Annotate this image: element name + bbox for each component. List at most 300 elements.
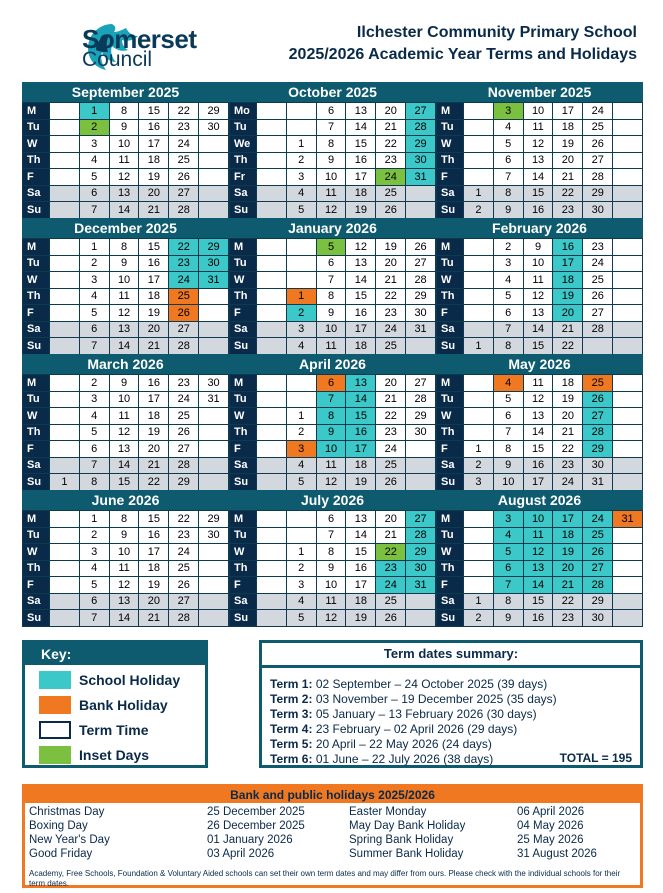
day-cell: 14: [346, 272, 376, 289]
day-cell: 10: [523, 511, 553, 528]
day-cell: 30: [583, 610, 613, 627]
day-cell: [257, 577, 287, 594]
day-cell: 16: [523, 202, 553, 219]
day-cell: 16: [523, 610, 553, 627]
day-cell: 17: [346, 169, 376, 186]
day-cell: 22: [169, 103, 199, 120]
day-cell: 31: [406, 321, 436, 338]
day-cell: [464, 152, 494, 169]
bank-holiday-date: 26 December 2025: [207, 820, 305, 832]
bank-holidays-title: Bank and public holidays 2025/2026: [25, 787, 640, 803]
weekday-row: [230, 185, 436, 202]
day-cell: 28: [169, 202, 199, 219]
day-cell: 30: [199, 375, 229, 392]
day-cell: [464, 408, 494, 425]
day-cell: 15: [523, 441, 553, 458]
bank-holiday-date: 01 January 2026: [207, 834, 293, 846]
weekday-row: [230, 288, 436, 305]
day-cell: 2: [464, 202, 494, 219]
weekday-label: Fr: [230, 169, 257, 186]
day-cell: 16: [139, 119, 169, 136]
weekday-row: [437, 321, 643, 338]
day-cell: 18: [346, 457, 376, 474]
day-cell: 2: [79, 375, 109, 392]
day-cell: 22: [553, 441, 583, 458]
weekday-label: Su: [23, 610, 50, 627]
day-cell: 1: [286, 544, 316, 561]
day-cell: [406, 441, 436, 458]
day-cell: [613, 474, 643, 491]
day-cell: [286, 239, 316, 256]
weekday-row: [437, 152, 643, 169]
day-cell: 6: [493, 408, 523, 425]
day-cell: 12: [346, 239, 376, 256]
day-cell: 25: [169, 560, 199, 577]
day-cell: [613, 136, 643, 153]
day-cell: 31: [199, 391, 229, 408]
day-cell: [464, 119, 494, 136]
day-cell: [257, 408, 287, 425]
day-cell: 26: [583, 544, 613, 561]
weekday-label: Tu: [437, 527, 464, 544]
day-cell: 4: [79, 152, 109, 169]
weekday-label: F: [437, 577, 464, 594]
day-cell: 8: [316, 408, 346, 425]
weekday-row: [437, 527, 643, 544]
weekday-label: Su: [23, 338, 50, 355]
day-cell: 13: [346, 103, 376, 120]
day-cell: 25: [583, 272, 613, 289]
key-label: School Holiday: [79, 672, 181, 688]
weekday-row: [437, 272, 643, 289]
day-cell: 30: [199, 527, 229, 544]
weekday-row: [23, 288, 229, 305]
day-cell: 27: [406, 255, 436, 272]
day-cell: 30: [406, 305, 436, 322]
day-cell: [613, 338, 643, 355]
day-cell: 22: [169, 239, 199, 256]
day-cell: 5: [79, 577, 109, 594]
weekday-label: Th: [230, 288, 257, 305]
month-title: June 2026: [22, 490, 229, 510]
weekday-label: F: [23, 441, 50, 458]
day-cell: [257, 610, 287, 627]
day-cell: 28: [583, 424, 613, 441]
day-cell: [257, 103, 287, 120]
day-cell: 25: [169, 408, 199, 425]
day-cell: 25: [376, 185, 406, 202]
day-cell: [50, 338, 80, 355]
day-cell: [406, 185, 436, 202]
day-cell: [199, 305, 229, 322]
day-cell: 6: [316, 375, 346, 392]
weekday-label: Tu: [230, 391, 257, 408]
term-time-swatch: [39, 721, 71, 739]
weekday-row: [23, 527, 229, 544]
day-cell: 15: [346, 408, 376, 425]
day-cell: [257, 511, 287, 528]
bank-holiday-date: 31 August 2026: [517, 848, 597, 860]
terms-title: Term dates summary:: [262, 643, 640, 668]
day-cell: 31: [583, 474, 613, 491]
day-cell: 10: [109, 544, 139, 561]
day-cell: 14: [523, 169, 553, 186]
day-cell: 27: [406, 375, 436, 392]
day-cell: 23: [553, 457, 583, 474]
key-label: Term Time: [79, 722, 149, 738]
day-cell: 6: [79, 441, 109, 458]
day-cell: 1: [464, 185, 494, 202]
day-cell: [464, 288, 494, 305]
weekday-label: Tu: [437, 255, 464, 272]
month-days-table: [229, 374, 436, 491]
weekday-row: [23, 441, 229, 458]
weekday-row: [230, 610, 436, 627]
weekday-row: [437, 103, 643, 120]
day-cell: 18: [553, 272, 583, 289]
weekday-row: [230, 593, 436, 610]
day-cell: 29: [406, 288, 436, 305]
bank-holiday-date: 03 April 2026: [207, 848, 275, 860]
day-cell: 13: [346, 511, 376, 528]
day-cell: 3: [493, 511, 523, 528]
day-cell: 18: [553, 119, 583, 136]
weekday-row: [437, 424, 643, 441]
day-cell: [613, 457, 643, 474]
day-cell: [199, 408, 229, 425]
day-cell: 7: [316, 119, 346, 136]
day-cell: 9: [109, 119, 139, 136]
day-cell: 12: [316, 474, 346, 491]
day-cell: 6: [493, 305, 523, 322]
bank-holiday-name: May Day Bank Holiday: [349, 820, 466, 832]
day-cell: 19: [139, 305, 169, 322]
month-days-table: [229, 510, 436, 627]
day-cell: 1: [464, 593, 494, 610]
month-title: October 2025: [229, 82, 436, 102]
day-cell: 3: [493, 103, 523, 120]
day-cell: 1: [286, 136, 316, 153]
weekday-row: [230, 152, 436, 169]
month-title: April 2026: [229, 354, 436, 374]
day-cell: [257, 136, 287, 153]
day-cell: [199, 202, 229, 219]
day-cell: 8: [493, 185, 523, 202]
weekday-row: [230, 375, 436, 392]
weekday-row: [437, 375, 643, 392]
day-cell: 7: [316, 391, 346, 408]
day-cell: 19: [553, 544, 583, 561]
day-cell: 23: [376, 424, 406, 441]
day-cell: [464, 424, 494, 441]
day-cell: 17: [139, 136, 169, 153]
day-cell: 15: [139, 511, 169, 528]
month-title: August 2026: [436, 490, 643, 510]
day-cell: 9: [493, 457, 523, 474]
day-cell: 8: [493, 593, 523, 610]
day-cell: 24: [583, 103, 613, 120]
day-cell: 29: [406, 544, 436, 561]
term-line: Term 1: 02 September – 24 October 2025 (39 days): [270, 677, 548, 691]
day-cell: 11: [109, 408, 139, 425]
weekday-label: Th: [23, 560, 50, 577]
day-cell: 17: [553, 255, 583, 272]
day-cell: 9: [493, 202, 523, 219]
day-cell: [50, 255, 80, 272]
day-cell: [613, 202, 643, 219]
day-cell: 10: [316, 169, 346, 186]
day-cell: [50, 103, 80, 120]
day-cell: 10: [523, 103, 553, 120]
weekday-label: Su: [23, 202, 50, 219]
day-cell: 20: [553, 152, 583, 169]
weekday-label: W: [437, 544, 464, 561]
day-cell: [257, 338, 287, 355]
bank-holiday-name: Good Friday: [29, 848, 93, 860]
day-cell: [257, 272, 287, 289]
weekday-label: Th: [437, 424, 464, 441]
weekday-label: W: [23, 272, 50, 289]
day-cell: 20: [139, 185, 169, 202]
day-cell: [50, 610, 80, 627]
day-cell: 8: [79, 474, 109, 491]
page-title: [289, 22, 637, 66]
day-cell: 17: [523, 474, 553, 491]
weekday-label: Sa: [230, 457, 257, 474]
month-title: March 2026: [22, 354, 229, 374]
day-cell: [199, 474, 229, 491]
day-cell: 14: [523, 321, 553, 338]
day-cell: 8: [493, 338, 523, 355]
day-cell: 4: [493, 527, 523, 544]
bank-holiday-name: Easter Monday: [349, 806, 427, 818]
weekday-row: [23, 391, 229, 408]
day-cell: 10: [109, 391, 139, 408]
day-cell: 5: [493, 391, 523, 408]
day-cell: [199, 185, 229, 202]
weekday-row: [437, 119, 643, 136]
day-cell: 17: [346, 441, 376, 458]
day-cell: 5: [286, 474, 316, 491]
day-cell: 18: [139, 152, 169, 169]
day-cell: 5: [493, 136, 523, 153]
day-cell: 4: [79, 560, 109, 577]
day-cell: 17: [139, 272, 169, 289]
weekday-row: [23, 255, 229, 272]
day-cell: 29: [583, 441, 613, 458]
day-cell: [257, 255, 287, 272]
day-cell: 2: [286, 152, 316, 169]
day-cell: 21: [139, 202, 169, 219]
day-cell: 24: [169, 136, 199, 153]
weekday-label: We: [230, 136, 257, 153]
day-cell: 21: [376, 272, 406, 289]
day-cell: [50, 185, 80, 202]
day-cell: 6: [316, 511, 346, 528]
day-cell: 7: [493, 577, 523, 594]
weekday-row: [437, 202, 643, 219]
day-cell: [257, 375, 287, 392]
day-cell: 28: [169, 610, 199, 627]
school-name: Ilchester Community Primary School: [356, 24, 637, 41]
day-cell: [50, 424, 80, 441]
weekday-label: Th: [230, 152, 257, 169]
weekday-label: Th: [230, 424, 257, 441]
day-cell: [464, 255, 494, 272]
day-cell: 11: [316, 185, 346, 202]
day-cell: 15: [523, 338, 553, 355]
day-cell: [464, 544, 494, 561]
weekday-row: [437, 544, 643, 561]
day-cell: 23: [169, 375, 199, 392]
weekday-row: [230, 338, 436, 355]
day-cell: [50, 408, 80, 425]
day-cell: 2: [464, 457, 494, 474]
weekday-label: W: [23, 544, 50, 561]
weekday-row: [230, 474, 436, 491]
day-cell: 12: [109, 169, 139, 186]
day-cell: 22: [376, 544, 406, 561]
day-cell: 28: [406, 272, 436, 289]
day-cell: 2: [286, 560, 316, 577]
day-cell: [464, 272, 494, 289]
weekday-row: [23, 169, 229, 186]
weekday-row: [230, 424, 436, 441]
day-cell: [613, 103, 643, 120]
day-cell: 13: [346, 375, 376, 392]
weekday-row: [230, 255, 436, 272]
day-cell: 18: [553, 527, 583, 544]
day-cell: [613, 610, 643, 627]
day-cell: 17: [346, 577, 376, 594]
day-cell: [257, 185, 287, 202]
weekday-row: [23, 375, 229, 392]
day-cell: 30: [406, 560, 436, 577]
day-cell: [406, 202, 436, 219]
day-cell: 2: [286, 305, 316, 322]
day-cell: 7: [79, 338, 109, 355]
year-subtitle: 2025/2026 Academic Year Terms and Holidays: [288, 46, 637, 63]
day-cell: [199, 593, 229, 610]
weekday-label: W: [437, 408, 464, 425]
weekday-row: [437, 305, 643, 322]
day-cell: 16: [346, 560, 376, 577]
day-cell: 4: [493, 119, 523, 136]
day-cell: [50, 119, 80, 136]
day-cell: 16: [553, 239, 583, 256]
day-cell: 3: [79, 391, 109, 408]
day-cell: 25: [583, 375, 613, 392]
day-cell: 11: [523, 375, 553, 392]
day-cell: [613, 288, 643, 305]
day-cell: [257, 239, 287, 256]
day-cell: [286, 255, 316, 272]
weekday-label: F: [230, 577, 257, 594]
day-cell: 19: [553, 391, 583, 408]
day-cell: 25: [169, 152, 199, 169]
day-cell: 1: [464, 338, 494, 355]
day-cell: 4: [79, 288, 109, 305]
day-cell: 6: [493, 560, 523, 577]
month-days-table: [229, 102, 436, 219]
weekday-row: [230, 169, 436, 186]
day-cell: 2: [464, 610, 494, 627]
day-cell: 12: [316, 610, 346, 627]
day-cell: 19: [376, 239, 406, 256]
day-cell: 20: [376, 255, 406, 272]
day-cell: 27: [406, 511, 436, 528]
day-cell: [50, 239, 80, 256]
day-cell: [613, 593, 643, 610]
day-cell: 12: [523, 391, 553, 408]
day-cell: 4: [286, 457, 316, 474]
weekday-label: Th: [23, 152, 50, 169]
key-title: Key:: [25, 643, 205, 665]
day-cell: 24: [376, 577, 406, 594]
bank-holiday-name: Boxing Day: [29, 820, 88, 832]
day-cell: 5: [316, 239, 346, 256]
day-cell: 28: [169, 457, 199, 474]
weekday-label: Sa: [23, 321, 50, 338]
day-cell: [613, 527, 643, 544]
key-label: Bank Holiday: [79, 697, 168, 713]
day-cell: 30: [406, 152, 436, 169]
day-cell: [257, 424, 287, 441]
day-cell: 20: [139, 593, 169, 610]
day-cell: [613, 152, 643, 169]
day-cell: 12: [316, 202, 346, 219]
day-cell: 23: [376, 560, 406, 577]
weekday-label: F: [437, 305, 464, 322]
day-cell: 29: [169, 474, 199, 491]
day-cell: [50, 305, 80, 322]
term-dates-summary: [259, 640, 643, 768]
weekday-label: Tu: [230, 119, 257, 136]
weekday-label: Su: [23, 474, 50, 491]
day-cell: [286, 119, 316, 136]
day-cell: 22: [553, 593, 583, 610]
day-cell: 17: [553, 511, 583, 528]
weekday-row: [437, 593, 643, 610]
day-cell: 31: [406, 169, 436, 186]
weekday-label: Sa: [437, 321, 464, 338]
day-cell: 20: [376, 375, 406, 392]
day-cell: 24: [583, 511, 613, 528]
day-cell: 24: [376, 441, 406, 458]
day-cell: 2: [493, 239, 523, 256]
weekday-label: Tu: [23, 391, 50, 408]
key-label: Inset Days: [79, 747, 150, 763]
day-cell: 16: [139, 255, 169, 272]
day-cell: [199, 169, 229, 186]
day-cell: [286, 391, 316, 408]
day-cell: 8: [109, 511, 139, 528]
day-cell: 21: [139, 338, 169, 355]
day-cell: [286, 103, 316, 120]
day-cell: 6: [79, 321, 109, 338]
day-cell: [464, 239, 494, 256]
day-cell: 26: [169, 169, 199, 186]
weekday-label: M: [23, 375, 50, 392]
weekday-row: [230, 103, 436, 120]
weekday-label: W: [230, 408, 257, 425]
weekday-row: [230, 577, 436, 594]
day-cell: 14: [523, 424, 553, 441]
day-cell: 2: [79, 255, 109, 272]
day-cell: 13: [109, 185, 139, 202]
weekday-row: [23, 239, 229, 256]
day-cell: [50, 593, 80, 610]
